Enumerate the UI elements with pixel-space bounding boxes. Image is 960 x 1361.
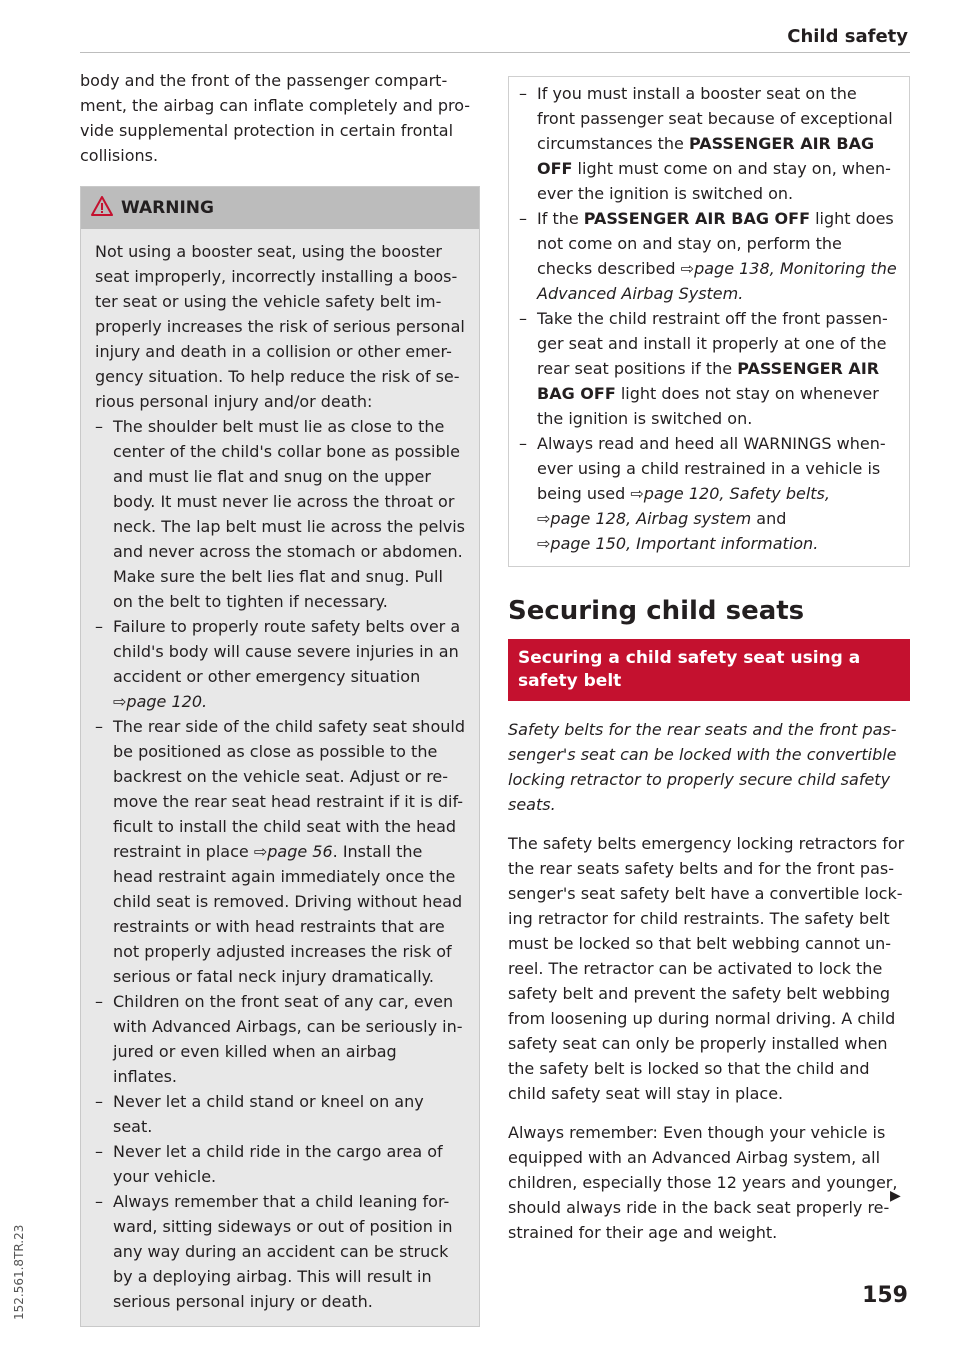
info-item-4-pre: Always read and heed all WARNINGS when-ever using a child restrained in a vehicle is being used [537, 434, 886, 503]
warning-item-1: – The shoulder belt must lie as close to the center of the child's collar bone as possible and must lie flat and snug on the upper body. It must never lie across the throat or neck. The lap belt must lie across the pelvis and never across the stomach or abdomen. Make sure the belt lies flat and snug. Pull on the belt to tighten if necessary. [95, 414, 465, 614]
warning-list [95, 414, 465, 1314]
warning-item-3-text: The rear side of the child safety seat should be positioned as close as possible to the backrest on the vehicle seat. Adjust or re-move the rear seat head restraint if it is dif-ficult to install the child seat with the head restraint in place [113, 717, 465, 861]
section-title: Securing child seats [508, 596, 805, 626]
info-item-2-ref[interactable]: page 138, Monitoring the Advanced Airbag System. [537, 259, 897, 303]
warning-item-3-tail: . Install the head restraint again immediately once the child seat is removed. Driving without head restraints or with head restraints that are not properly adjusted increases the risk of serious or fatal neck injury dramatically. [113, 842, 463, 986]
info-item-3-pre: Take the child restraint off the front passen-ger seat and install it properly at one of the rear seat positions if the [537, 309, 888, 378]
info-item-3-post: light does not stay on whenever the ignition is switched on. [537, 384, 879, 428]
body-paragraph-1: The safety belts emergency locking retractors for the rear seats safety belts and for the front pas-senger's seat safety belt have a convertible lock-ing retractor for child restraints. The safety belt must be locked so that belt webbing cannot un-reel. The retractor can be activated to lock the safety belt and prevent the safety belt webbing from loosening up during normal driving. A child safety seat can only be properly installed when the safety belt is locked so that the child and child safety seat will stay in place. [508, 834, 905, 1103]
warning-title: WARNING [121, 198, 214, 218]
info-item-3-bold: PASSENGER AIR BAG OFF [537, 359, 880, 403]
arrow-ref-icon: ⇨ [253, 842, 268, 861]
info-item-2-pre: If the [537, 209, 584, 228]
info-item-4-ref-1[interactable]: page 120, Safety belts, [643, 484, 830, 503]
subsection-banner: Securing a child safety seat using a safety belt [508, 639, 910, 701]
warning-item-2-ref[interactable]: page 120. [126, 692, 208, 711]
warning-item-3 [95, 714, 465, 989]
warning-header [81, 187, 479, 229]
warning-intro: Not using a booster seat, using the booster seat improperly, incorrectly installing a boos-ter seat or using the vehicle safety belt im-properly increases the risk of serious personal injury and death in a collision or other emer-gency situation. To help reduce the risk of se-rious personal injury and/or death: [95, 242, 465, 411]
info-item-4-ref-3[interactable]: page 150, Important information. [550, 534, 819, 553]
arrow-ref-icon: ⇨ [680, 259, 695, 278]
warning-item-2 [95, 614, 465, 714]
left-intro-paragraph: body and the front of the passenger compart-ment, the airbag can inflate completely and pro-vide supplemental protection in certain frontal collisions. [80, 71, 471, 165]
warning-item-2-text: Failure to properly route safety belts over a child's body will cause severe injuries in an accident or other emergency situation [113, 617, 461, 686]
page-header-title: Child safety [787, 26, 908, 47]
subsection-intro: Safety belts for the rear seats and the front pas-senger's seat can be locked with the convertible locking retractor to properly secure child safety seats. [508, 720, 897, 814]
booster-info-box [508, 76, 910, 567]
warning-item-7: – Always remember that a child leaning for-ward, sitting sideways or out of position in any way during an accident can be struck by a deploying airbag. This will result in serious personal injury or death. [95, 1189, 465, 1314]
arrow-ref-icon: ⇨ [537, 509, 551, 528]
warning-body [81, 229, 479, 1326]
warning-item-4: – Children on the front seat of any car, even with Advanced Airbags, can be seriously in-jured or even killed when an airbag inflates. [95, 989, 465, 1089]
info-item-2-mid: light does not come on and stay on, perform the checks described [537, 209, 894, 278]
arrow-ref-icon: ⇨ [630, 484, 644, 503]
body-paragraph-2: Always remember: Even though your vehicle is equipped with an Advanced Airbag system, all children, especially those 12 years and younger, should always ride in the back seat properly re-strained for their age and weight. [508, 1123, 898, 1242]
warning-item-5: – Never let a child stand or kneel on any seat. [95, 1089, 465, 1139]
info-item-1-bold: PASSENGER AIR BAG OFF [537, 134, 875, 178]
info-item-1 [519, 81, 897, 206]
info-item-1-pre: If you must install a booster seat on the front passenger seat because of exceptional circumstances the [537, 84, 893, 153]
page-number: 159 [862, 1283, 908, 1308]
arrow-ref-icon: ⇨ [113, 692, 127, 711]
left-column [80, 68, 480, 1327]
info-item-4-and: and [751, 509, 787, 528]
info-item-2 [519, 206, 897, 306]
info-item-4-ref-2[interactable]: page 128, Airbag system [550, 509, 752, 528]
continue-arrow-icon: ▶ [890, 1188, 901, 1204]
info-item-3 [519, 306, 897, 431]
info-item-2-bold: PASSENGER AIR BAG OFF [583, 209, 810, 228]
warning-item-6: – Never let a child ride in the cargo area of your vehicle. [95, 1139, 465, 1189]
warning-item-3-ref[interactable]: page 56 [267, 842, 333, 861]
right-column [508, 76, 910, 1245]
warning-triangle-icon [91, 196, 113, 220]
arrow-ref-icon: ⇨ [537, 534, 551, 553]
info-item-1-post: light must come on and stay on, when-ever the ignition is switched on. [537, 159, 891, 203]
booster-info-list [519, 81, 897, 556]
info-item-4 [519, 431, 897, 556]
header-rule [80, 52, 910, 53]
warning-box [80, 186, 480, 1327]
side-document-code: 152.561.8TR.23 [12, 1224, 26, 1320]
